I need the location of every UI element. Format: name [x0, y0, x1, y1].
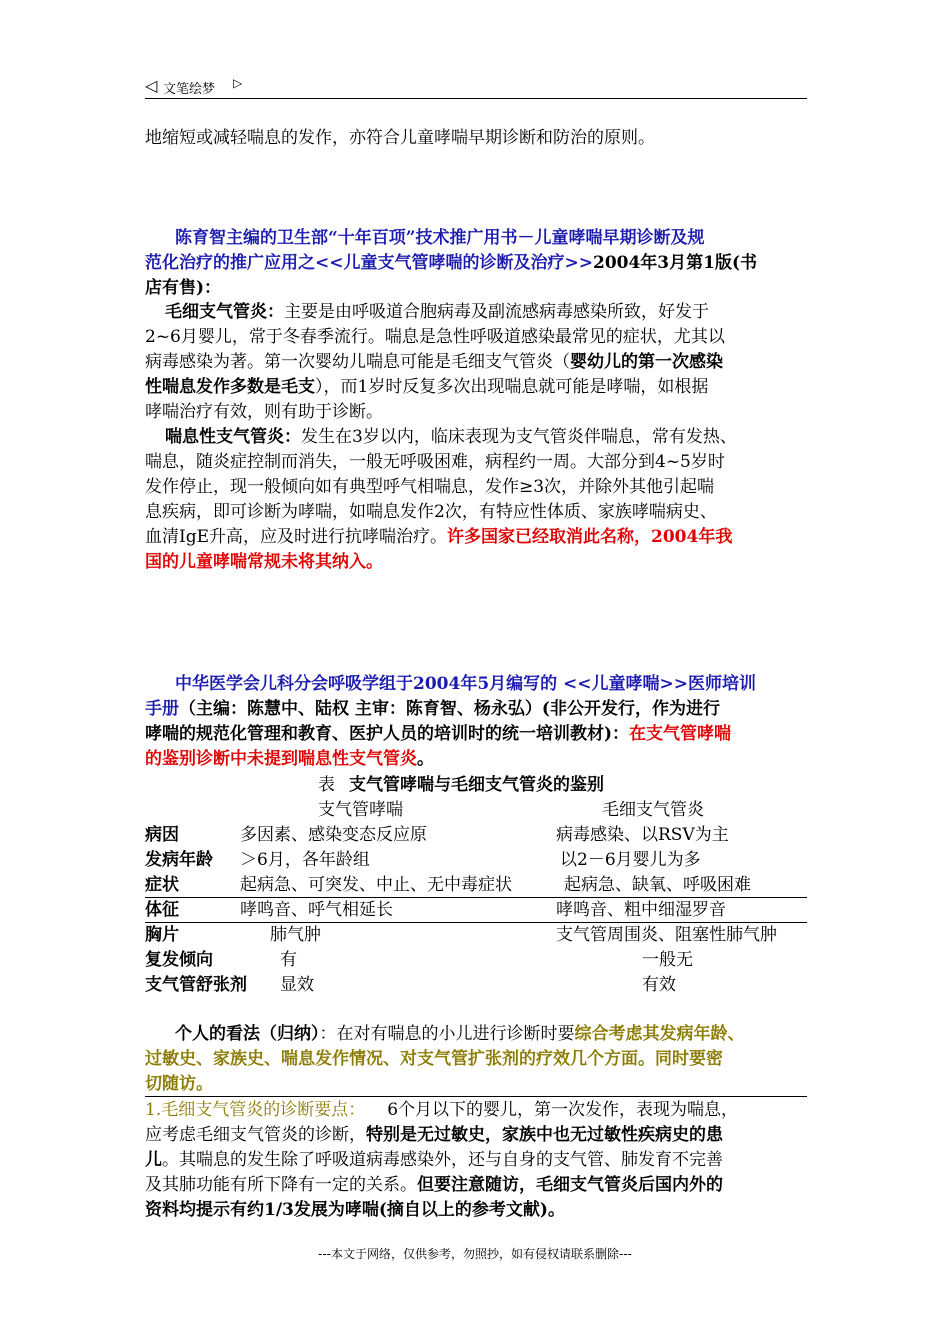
table-cell: 起病急、可突发、中止、无中毒症状 [240, 875, 512, 895]
table-cell: 有效 [642, 975, 676, 995]
section6-line3: 儿。其喘息的发生除了呼吸道病毒感染外，还与自身的支气管、肺发育不完善 [145, 1150, 723, 1170]
section2-line2: 2~6月婴儿，常于冬春季流行。喘息是急性呼吸道感染最常见的症状，尤其以 [145, 327, 725, 347]
section-divider [145, 1096, 807, 1097]
table-cell: 肺气肿 [270, 925, 321, 945]
section3-line4: 息疾病，即可诊断为哮喘，如喘息发作2次，有特应性体质、家族哮喘病史、 [145, 502, 717, 522]
table-cell: 病毒感染、以RSV为主 [556, 825, 729, 845]
table-row-label: 胸片 [145, 925, 179, 945]
table-divider [145, 897, 807, 898]
table-row-label: 症状 [145, 875, 179, 895]
table-col1-header: 支气管哮喘 [318, 800, 403, 820]
table-caption: 表 支气管哮喘与毛细支气管炎的鉴别 [318, 775, 604, 795]
table-cell: 支气管周围炎、阻塞性肺气肿 [556, 925, 777, 945]
section6-line1: 1.毛细支气管炎的诊断要点： 6个月以下的婴儿，第一次发作，表现为喘息， [145, 1100, 739, 1120]
table-cell: 哮鸣音、呼气相延长 [240, 900, 393, 920]
table-cell: 以2－6月婴儿为多 [560, 850, 701, 870]
table-cell: ＞6月，各年龄组 [240, 850, 370, 870]
table-row-label: 支气管舒张剂 [145, 975, 247, 995]
section3-line6: 国的儿童哮喘常规未将其纳入。 [145, 552, 383, 572]
section3-line1: 喘息性支气管炎：发生在3岁以内，临床表现为支气管炎伴喘息，常有发热、 [165, 427, 737, 447]
section4-line2: 手册（主编：陈慧中、陆权 主审：陈育智、杨永弘）(非公开发行，作为进行 [145, 699, 720, 719]
table-cell: 哮鸣音、粗中细湿罗音 [556, 900, 726, 920]
section1-line1: 陈育智主编的卫生部“十年百项”技术推广用书－儿童哮喘早期诊断及规 [175, 228, 705, 248]
table-row-label: 复发倾向 [145, 950, 213, 970]
intro-paragraph: 地缩短或减轻喘息的发作，亦符合儿童哮喘早期诊断和防治的原则。 [145, 128, 655, 148]
table-cell: 有 [280, 950, 297, 970]
section2-line3: 病毒感染为著。第一次婴幼儿喘息可能是毛细支气管炎（婴幼儿的第一次感染 [145, 352, 723, 372]
section1-line2: 范化治疗的推广应用之<<儿童支气管哮喘的诊断及治疗>>2004年3月第1版(书 [145, 253, 757, 273]
table-col2-header: 毛细支气管炎 [602, 800, 704, 820]
table-row-label: 发病年龄 [145, 850, 213, 870]
section3-line3: 发作停止，现一般倾向如有典型呼气相喘息，发作≥3次，并除外其他引起喘 [145, 477, 715, 497]
section5-line1: 个人的看法（归纳）：在对有喘息的小儿进行诊断时要综合考虑其发病年龄、 [175, 1024, 745, 1044]
section2-line5: 哮喘治疗有效，则有助于诊断。 [145, 402, 383, 422]
section5-line2: 过敏史、家族史、喘息发作情况、对支气管扩张剂的疗效几个方面。同时要密 [145, 1049, 723, 1069]
section4-line3: 哮喘的规范化管理和教育、医护人员的培训时的统一培训教材)：在支气管哮喘 [145, 724, 732, 744]
section5-line3: 切随访。 [145, 1074, 213, 1094]
triangle-right-icon: ▷ [233, 76, 243, 90]
section1-line3: 店有售)： [145, 278, 222, 298]
section6-line2: 应考虑毛细支气管炎的诊断，特别是无过敏史，家族中也无过敏性疾病史的患 [145, 1125, 723, 1145]
section2-line4: 性喘息发作多数是毛支），而1岁时反复多次出现喘息就可能是哮喘，如根据 [145, 377, 709, 397]
table-cell: 多因素、感染变态反应原 [240, 825, 427, 845]
table-row-label: 体征 [145, 900, 179, 920]
table-cell: 显效 [280, 975, 314, 995]
table-cell: 起病急、缺氧、呼吸困难 [564, 875, 751, 895]
section4-line1: 中华医学会儿科分会呼吸学组于2004年5月编写的 <<儿童哮喘>>医师培训 [175, 674, 757, 694]
section3-line5: 血清IgE升高，应及时进行抗哮喘治疗。许多国家已经取消此名称，2004年我 [145, 527, 733, 547]
table-divider [145, 922, 807, 923]
page-footer: ---本文于网络，仅供参考，勿照抄，如有侵权请联系删除--- [318, 1247, 632, 1261]
section6-line4: 及其肺功能有所下降有一定的关系。但要注意随访，毛细支气管炎后国内外的 [145, 1175, 723, 1195]
table-cell: 一般无 [642, 950, 693, 970]
section3-line2: 喘息，随炎症控制而消失，一般无呼吸困难，病程约一周。大部分到4~5岁时 [145, 452, 725, 472]
triangle-left-icon: ◁ [145, 76, 158, 95]
table-row-label: 病因 [145, 825, 179, 845]
section6-line5: 资料均提示有约1/3发展为哮喘(摘自以上的参考文献)。 [145, 1200, 565, 1220]
section4-line4: 的鉴别诊断中未提到喘息性支气管炎。 [145, 749, 434, 769]
page-header [145, 76, 807, 99]
section2-line1: 毛细支气管炎：主要是由呼吸道合胞病毒及副流感病毒感染所致，好发于 [165, 302, 709, 322]
header-title: 文笔绘梦 [163, 82, 216, 97]
